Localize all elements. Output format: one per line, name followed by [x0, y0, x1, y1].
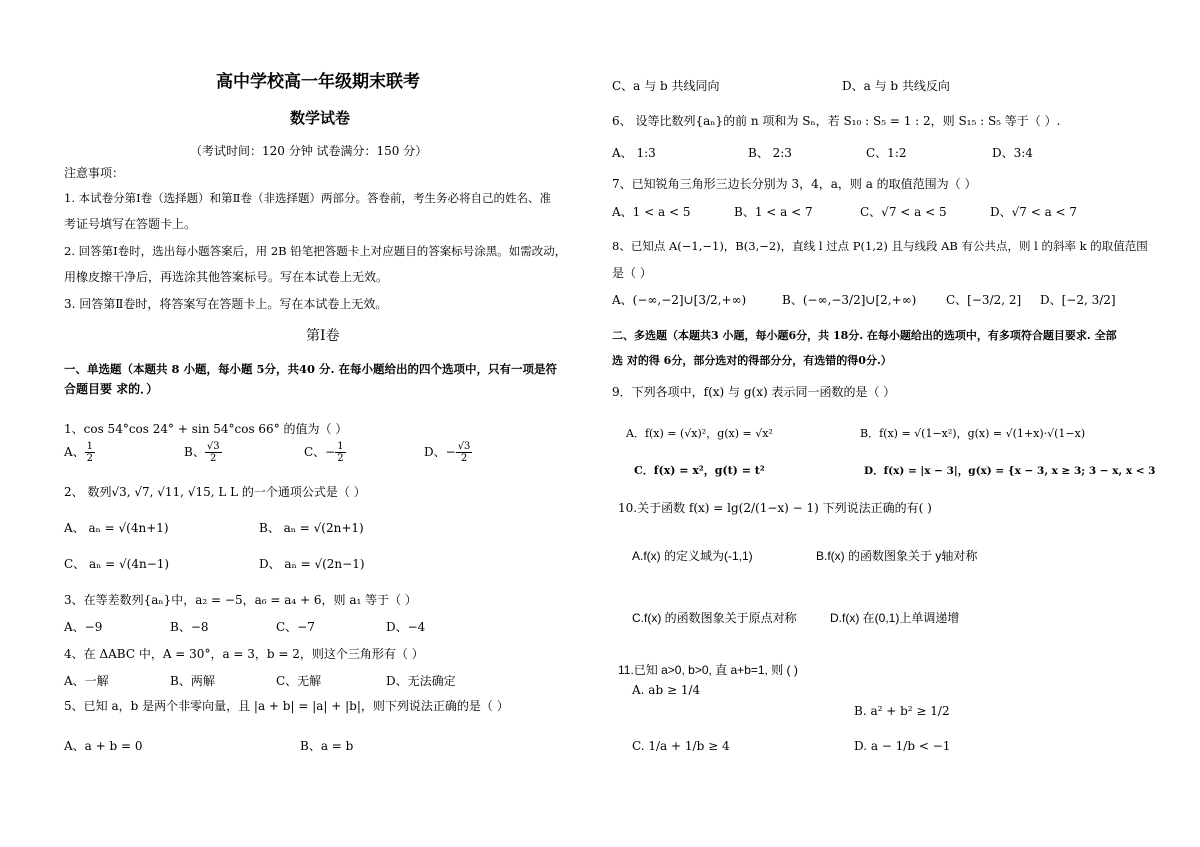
question-1-stem: 1、cos 54°cos 24° + sin 54°cos 66° 的值为（ ） [64, 422, 348, 436]
question-8-option-b[interactable]: B、(−∞,−3/2]∪[2,+∞) [782, 293, 917, 307]
option-label: C、− [304, 445, 336, 459]
numerator: √3 [206, 441, 220, 452]
question-9-option-c[interactable]: C．f(x) = x²，g(t) = t² [634, 464, 765, 477]
question-11-stem: 11.已知 a>0, b>0, 直 a+b=1, 则 ( ) [618, 663, 798, 677]
exam-title: 高中学校高一年级期末联考 [216, 72, 420, 92]
section2-heading: 二、多选题（本题共3 小题，每小题6分，共 18分. 在每小题给出的选项中，有多项符合题目要求. 全部 [612, 329, 1117, 342]
numerator: √3 [457, 441, 471, 452]
fraction [335, 441, 345, 464]
question-11-option-d[interactable]: D. a − 1/b < −1 [854, 739, 951, 753]
fraction [456, 441, 473, 464]
denominator: 2 [460, 453, 468, 464]
question-9-option-b[interactable]: B．f(x) = √(1−x²)，g(x) = √(1+x)·√(1−x) [860, 427, 1086, 440]
question-7-option-d[interactable]: D、√7 < a < 7 [990, 205, 1078, 219]
question-4-option-c[interactable]: C、无解 [276, 674, 322, 688]
section1-heading-cont: 合题目要 求的．） [64, 382, 159, 396]
question-9-option-a[interactable]: A．f(x) = (√x)²，g(x) = √x² [626, 427, 773, 440]
question-11-option-a[interactable]: A. ab ≥ 1/4 [632, 683, 701, 697]
question-7-option-b[interactable]: B、1 < a < 7 [734, 205, 813, 219]
question-2-option-b[interactable]: B、 aₙ = √(2n+1) [259, 521, 364, 535]
fraction [205, 441, 222, 464]
notice-line: 考证号填写在答题卡上。 [64, 217, 197, 231]
option-label: A、 [64, 445, 85, 459]
denominator: 2 [86, 453, 94, 464]
question-4-option-b[interactable]: B、两解 [170, 674, 215, 688]
question-3-option-b[interactable]: B、−8 [170, 620, 209, 634]
notice-heading: 注意事项： [64, 166, 125, 180]
question-5-stem: 5、已知 a，b 是两个非零向量，且 |a + b| = |a| + |b|，则下列说法正确的是（ ） [64, 699, 509, 713]
notice-line: 用橡皮擦干净后，再选涂其他答案标号。写在本试卷上无效。 [64, 270, 389, 284]
question-8-option-d[interactable]: D、[−2, 3/2] [1040, 293, 1116, 307]
subject-title: 数学试卷 [290, 109, 351, 127]
question-2-option-c[interactable]: C、 aₙ = √(4n−1) [64, 557, 170, 571]
fraction [85, 441, 95, 464]
question-5-option-d[interactable]: D、a 与 b 共线反向 [842, 79, 950, 93]
question-3-option-d[interactable]: D、−4 [386, 620, 426, 634]
section1-heading: 一、单选题（本题共 8 小题，每小题 5分，共40 分. 在每小题给出的四个选项中，只有一项是符 [64, 362, 558, 376]
exam-info: （考试时间：120 分钟 试卷满分：150 分） [190, 144, 428, 158]
question-8-stem: 8、已知点 A(−1,−1)，B(3,−2)，直线 l 过点 P(1,2) 且与线段 AB 有公共点，则 l 的斜率 k 的取值范围 [612, 239, 1148, 253]
question-8-option-a[interactable]: A、(−∞,−2]∪[3/2,+∞) [612, 293, 747, 307]
question-7-stem: 7、已知锐角三角形三边长分别为 3，4，a，则 a 的取值范围为（ ） [612, 177, 977, 191]
question-3-stem: 3、在等差数列{aₙ}中，a₂ = −5，a₆ = a₄ + 6，则 a₁ 等于（ ） [64, 593, 417, 607]
question-9-option-d[interactable]: D．f(x) = |x − 3|，g(x) = {x − 3, x ≥ 3; 3 − x, x < 3 [864, 465, 1156, 477]
section2-heading-cont: 选 对的得 6分，部分选对的得部分分，有选错的得0分.） [612, 354, 892, 367]
question-11-option-b[interactable]: B. a² + b² ≥ 1/2 [854, 704, 950, 718]
question-3-option-c[interactable]: C、−7 [276, 620, 315, 634]
denominator: 2 [210, 453, 217, 464]
denominator: 2 [337, 453, 344, 464]
question-6-option-c[interactable]: C、1:2 [866, 146, 907, 160]
question-1-option-c[interactable] [304, 441, 346, 464]
question-9-stem: 9．下列各项中，f(x) 与 g(x) 表示同一函数的是（ ） [612, 385, 896, 399]
notice-line: 1. 本试卷分第Ⅰ卷（选择题）和第Ⅱ卷（非选择题）两部分。答卷前，考生务必将自己的姓名、准 [64, 191, 551, 205]
question-2-option-a[interactable]: A、 aₙ = √(4n+1) [64, 521, 169, 535]
question-6-option-d[interactable]: D、3:4 [992, 146, 1033, 160]
question-3-option-a[interactable]: A、−9 [64, 620, 103, 634]
question-6-option-a[interactable]: A、 1:3 [612, 146, 656, 160]
question-11-option-c[interactable]: C. 1/a + 1/b ≥ 4 [632, 739, 730, 753]
question-8-stem-cont: 是（ ） [612, 266, 652, 280]
question-10-option-d[interactable]: D.f(x) 在(0,1)上单调递增 [830, 611, 960, 625]
question-10-option-b[interactable]: B.f(x) 的函数图象关于 y轴对称 [816, 549, 978, 563]
numerator: 1 [337, 441, 344, 452]
question-4-option-a[interactable]: A、一解 [64, 674, 109, 688]
question-7-option-c[interactable]: C、√7 < a < 5 [860, 205, 947, 219]
question-7-option-a[interactable]: A、1 < a < 5 [612, 205, 691, 219]
notice-line: 2. 回答第Ⅰ卷时，选出每小题答案后，用 2B 铅笔把答题卡上对应题目的答案标号涂黑。如需改动， [64, 244, 567, 258]
question-5-option-a[interactable]: A、a + b = 0 [64, 739, 143, 753]
question-4-stem: 4、在 ΔABC 中，A = 30°，a = 3，b = 2，则这个三角形有（ ） [64, 647, 424, 661]
option-label: D、− [424, 445, 456, 459]
notice-line: 3. 回答第Ⅱ卷时，将答案写在答题卡上。写在本试卷上无效。 [64, 297, 388, 311]
question-10-stem: 10.关于函数 f(x) = lg(2/(1−x) − 1) 下列说法正确的有( ) [618, 501, 932, 515]
question-1-option-a[interactable] [64, 441, 95, 464]
question-10-option-c[interactable]: C.f(x) 的函数图象关于原点对称 [632, 611, 797, 625]
question-1-option-b[interactable] [184, 441, 222, 464]
volume-heading: 第Ⅰ卷 [306, 328, 340, 344]
question-1-option-d[interactable] [424, 441, 472, 464]
question-2-stem: 2、 数列√3, √7, √11, √15, L L 的一个通项公式是（ ） [64, 485, 366, 499]
question-4-option-d[interactable]: D、无法确定 [386, 674, 456, 688]
question-5-option-b[interactable]: B、a = b [300, 739, 354, 753]
question-2-option-d[interactable]: D、 aₙ = √(2n−1) [259, 557, 365, 571]
question-6-option-b[interactable]: B、 2:3 [748, 146, 792, 160]
option-label: B、 [184, 445, 205, 459]
question-6-stem: 6、 设等比数列{aₙ}的前 n 项和为 Sₙ，若 S₁₀ : S₅ = 1 : 2，则 S₁₅ : S₅ 等于（ ）. [612, 114, 1061, 128]
numerator: 1 [86, 441, 94, 452]
question-5-option-c[interactable]: C、a 与 b 共线同向 [612, 79, 720, 93]
question-10-option-a[interactable]: A.f(x) 的定义域为(-1,1) [632, 549, 753, 563]
question-8-option-c[interactable]: C、[−3/2, 2] [946, 293, 1022, 307]
